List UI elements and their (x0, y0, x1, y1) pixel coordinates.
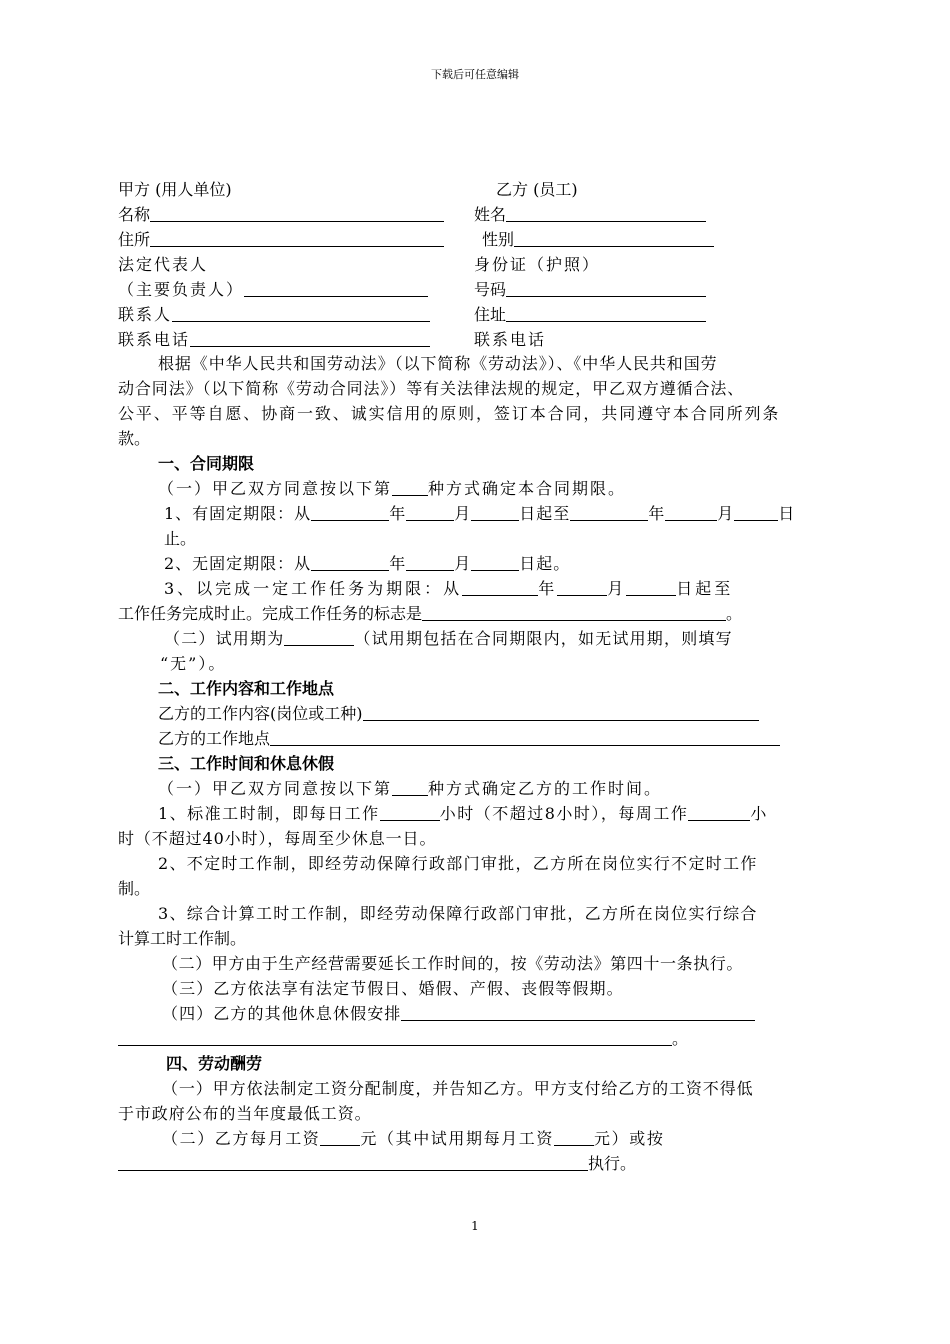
s1-open-row: 2、无固定期限：从 年 月 日起。 (164, 554, 571, 573)
employer-name-row: 名称 (118, 204, 444, 226)
s1-task-row: 3、以完成一定工作任务为期限：从 年 月 日起至 (164, 579, 734, 598)
principal-blank[interactable] (244, 281, 428, 297)
s1-fixed-end: 止。 (164, 529, 197, 548)
weekly-hours-blank[interactable] (688, 805, 750, 821)
fixed-to-month-blank[interactable] (665, 505, 717, 521)
open-from-year-blank[interactable] (311, 555, 389, 571)
page-header: 下载后可任意编辑 (431, 68, 519, 81)
s1-fixed-row: 1、有固定期限：从 年 月 日起至 年 月 日 (164, 504, 796, 523)
employer-address-row: 住所 (118, 229, 444, 251)
page-number: 1 (471, 1219, 479, 1233)
other-leave-blank-cont[interactable] (118, 1030, 672, 1046)
contact-row: 联系人 (118, 304, 430, 326)
s3-std-row: 1、标准工时制，即每日工作 小时（不超过8小时），每周工作 小 (158, 804, 768, 823)
monthly-wage-blank[interactable] (320, 1130, 360, 1146)
s3-other-row: （四）乙方的其他休息休假安排 (162, 1003, 755, 1025)
daily-hours-blank[interactable] (380, 805, 440, 821)
s3-method-blank[interactable] (392, 780, 428, 796)
s3-flex-line: 2、不定时工作制，即经劳动保障行政部门审批，乙方所在岗位实行不定时工作 (158, 854, 758, 873)
contact-blank[interactable] (172, 306, 430, 322)
employee-address-row: 住址 (474, 304, 706, 326)
fixed-from-day-blank[interactable] (471, 505, 519, 521)
s2-place-row: 乙方的工作地点 (158, 728, 780, 750)
task-from-year-blank[interactable] (462, 580, 538, 596)
work-content-blank[interactable] (363, 705, 759, 721)
employee-gender-blank[interactable] (514, 231, 714, 247)
s1-method-blank[interactable] (392, 480, 428, 496)
fixed-from-month-blank[interactable] (406, 505, 454, 521)
phone-row: 联系电话 (118, 329, 430, 351)
work-place-blank[interactable] (270, 730, 780, 746)
s2-content-row: 乙方的工作内容(岗位或工种) (158, 703, 759, 725)
preamble-line: 根据《中华人民共和国劳动法》（以下简称《劳动法》）、《中华人民共和国劳 (158, 354, 718, 373)
s3-comp-line: 3、综合计算工时工作制，即经劳动保障行政部门审批，乙方所在岗位实行综合 (158, 904, 758, 923)
s1-method-row: （一）甲乙双方同意按以下第 种方式确定本合同期限。 (158, 479, 627, 498)
fixed-to-year-blank[interactable] (570, 505, 648, 521)
section-1-title: 一、合同期限 (158, 454, 255, 473)
s4-p2-row: （二）乙方每月工资 元（其中试用期每月工资 元）或按 (162, 1129, 665, 1148)
fixed-to-day-blank[interactable] (734, 505, 778, 521)
phone-blank[interactable] (190, 331, 430, 347)
id-card-label: 身份证（护照） (474, 255, 601, 274)
s3-holiday: （三）乙方依法享有法定节假日、婚假、产假、丧假等假期。 (162, 979, 624, 998)
open-from-day-blank[interactable] (471, 555, 519, 571)
s3-method-row: （一）甲乙双方同意按以下第 种方式确定乙方的工作时间。 (158, 779, 663, 798)
employee-gender-row: 性别 (482, 229, 714, 251)
s4-p2-end: 执行。 (118, 1153, 636, 1175)
employee-name-blank[interactable] (506, 206, 706, 222)
employer-address-blank[interactable] (150, 231, 444, 247)
preamble-line: 公平、平等自愿、协商一致、诚实信用的原则，签订本合同，共同遵守本合同所列条 (118, 404, 781, 423)
s3-flex-end: 制。 (118, 879, 151, 898)
employee-title: 乙方 (员工) (496, 180, 578, 199)
employer-title: 甲方 (用人单位) (118, 180, 232, 199)
employee-phone-label: 联系电话 (474, 330, 547, 349)
s1-probation-end: “无”）。 (160, 654, 227, 673)
s1-probation-row: （二）试用期为 （试用期包括在合同期限内，如无试用期，则填写 (164, 629, 733, 648)
section-4-title: 四、劳动酬劳 (166, 1054, 263, 1073)
s3-comp-end: 计算工时工作制。 (118, 929, 247, 948)
open-from-month-blank[interactable] (406, 555, 454, 571)
s4-p1-line: （一）甲方依法制定工资分配制度，并告知乙方。甲方支付给乙方的工资不得低 (162, 1079, 754, 1098)
s3-std-end: 时（不超过40小时），每周至少休息一日。 (118, 829, 437, 848)
employee-address-blank[interactable] (506, 306, 706, 322)
wage-method-blank[interactable] (118, 1155, 588, 1171)
id-number-blank[interactable] (506, 281, 706, 297)
s1-task-end-row: 工作任务完成时止。完成工作任务的标志是 。 (118, 604, 743, 623)
preamble-line: 动合同法》（以下简称《劳动合同法》）等有关法律法规的规定，甲乙双方遵循合法、 (118, 379, 745, 398)
probation-blank[interactable] (284, 630, 354, 646)
legal-rep-label: 法定代表人 (118, 255, 209, 274)
section-3-title: 三、工作时间和休息休假 (158, 754, 335, 773)
employer-name-blank[interactable] (150, 206, 444, 222)
fixed-from-year-blank[interactable] (311, 505, 389, 521)
section-2-title: 二、工作内容和工作地点 (158, 679, 335, 698)
s3-other-cont: 。 (118, 1028, 688, 1050)
id-number-row: 号码 (474, 279, 706, 301)
preamble-line: 款。 (118, 429, 151, 448)
task-from-month-blank[interactable] (557, 580, 607, 596)
employee-name-row: 姓名 (474, 204, 706, 226)
task-completion-blank[interactable] (422, 605, 726, 621)
principal-row: （主要负责人） (118, 279, 428, 301)
s3-overtime: （二）甲方由于生产经营需要延长工作时间的，按《劳动法》第四十一条执行。 (162, 954, 744, 973)
s4-p1-end: 于市政府公布的当年度最低工资。 (118, 1104, 372, 1123)
probation-wage-blank[interactable] (554, 1130, 594, 1146)
other-leave-blank[interactable] (401, 1005, 755, 1021)
task-from-day-blank[interactable] (626, 580, 676, 596)
